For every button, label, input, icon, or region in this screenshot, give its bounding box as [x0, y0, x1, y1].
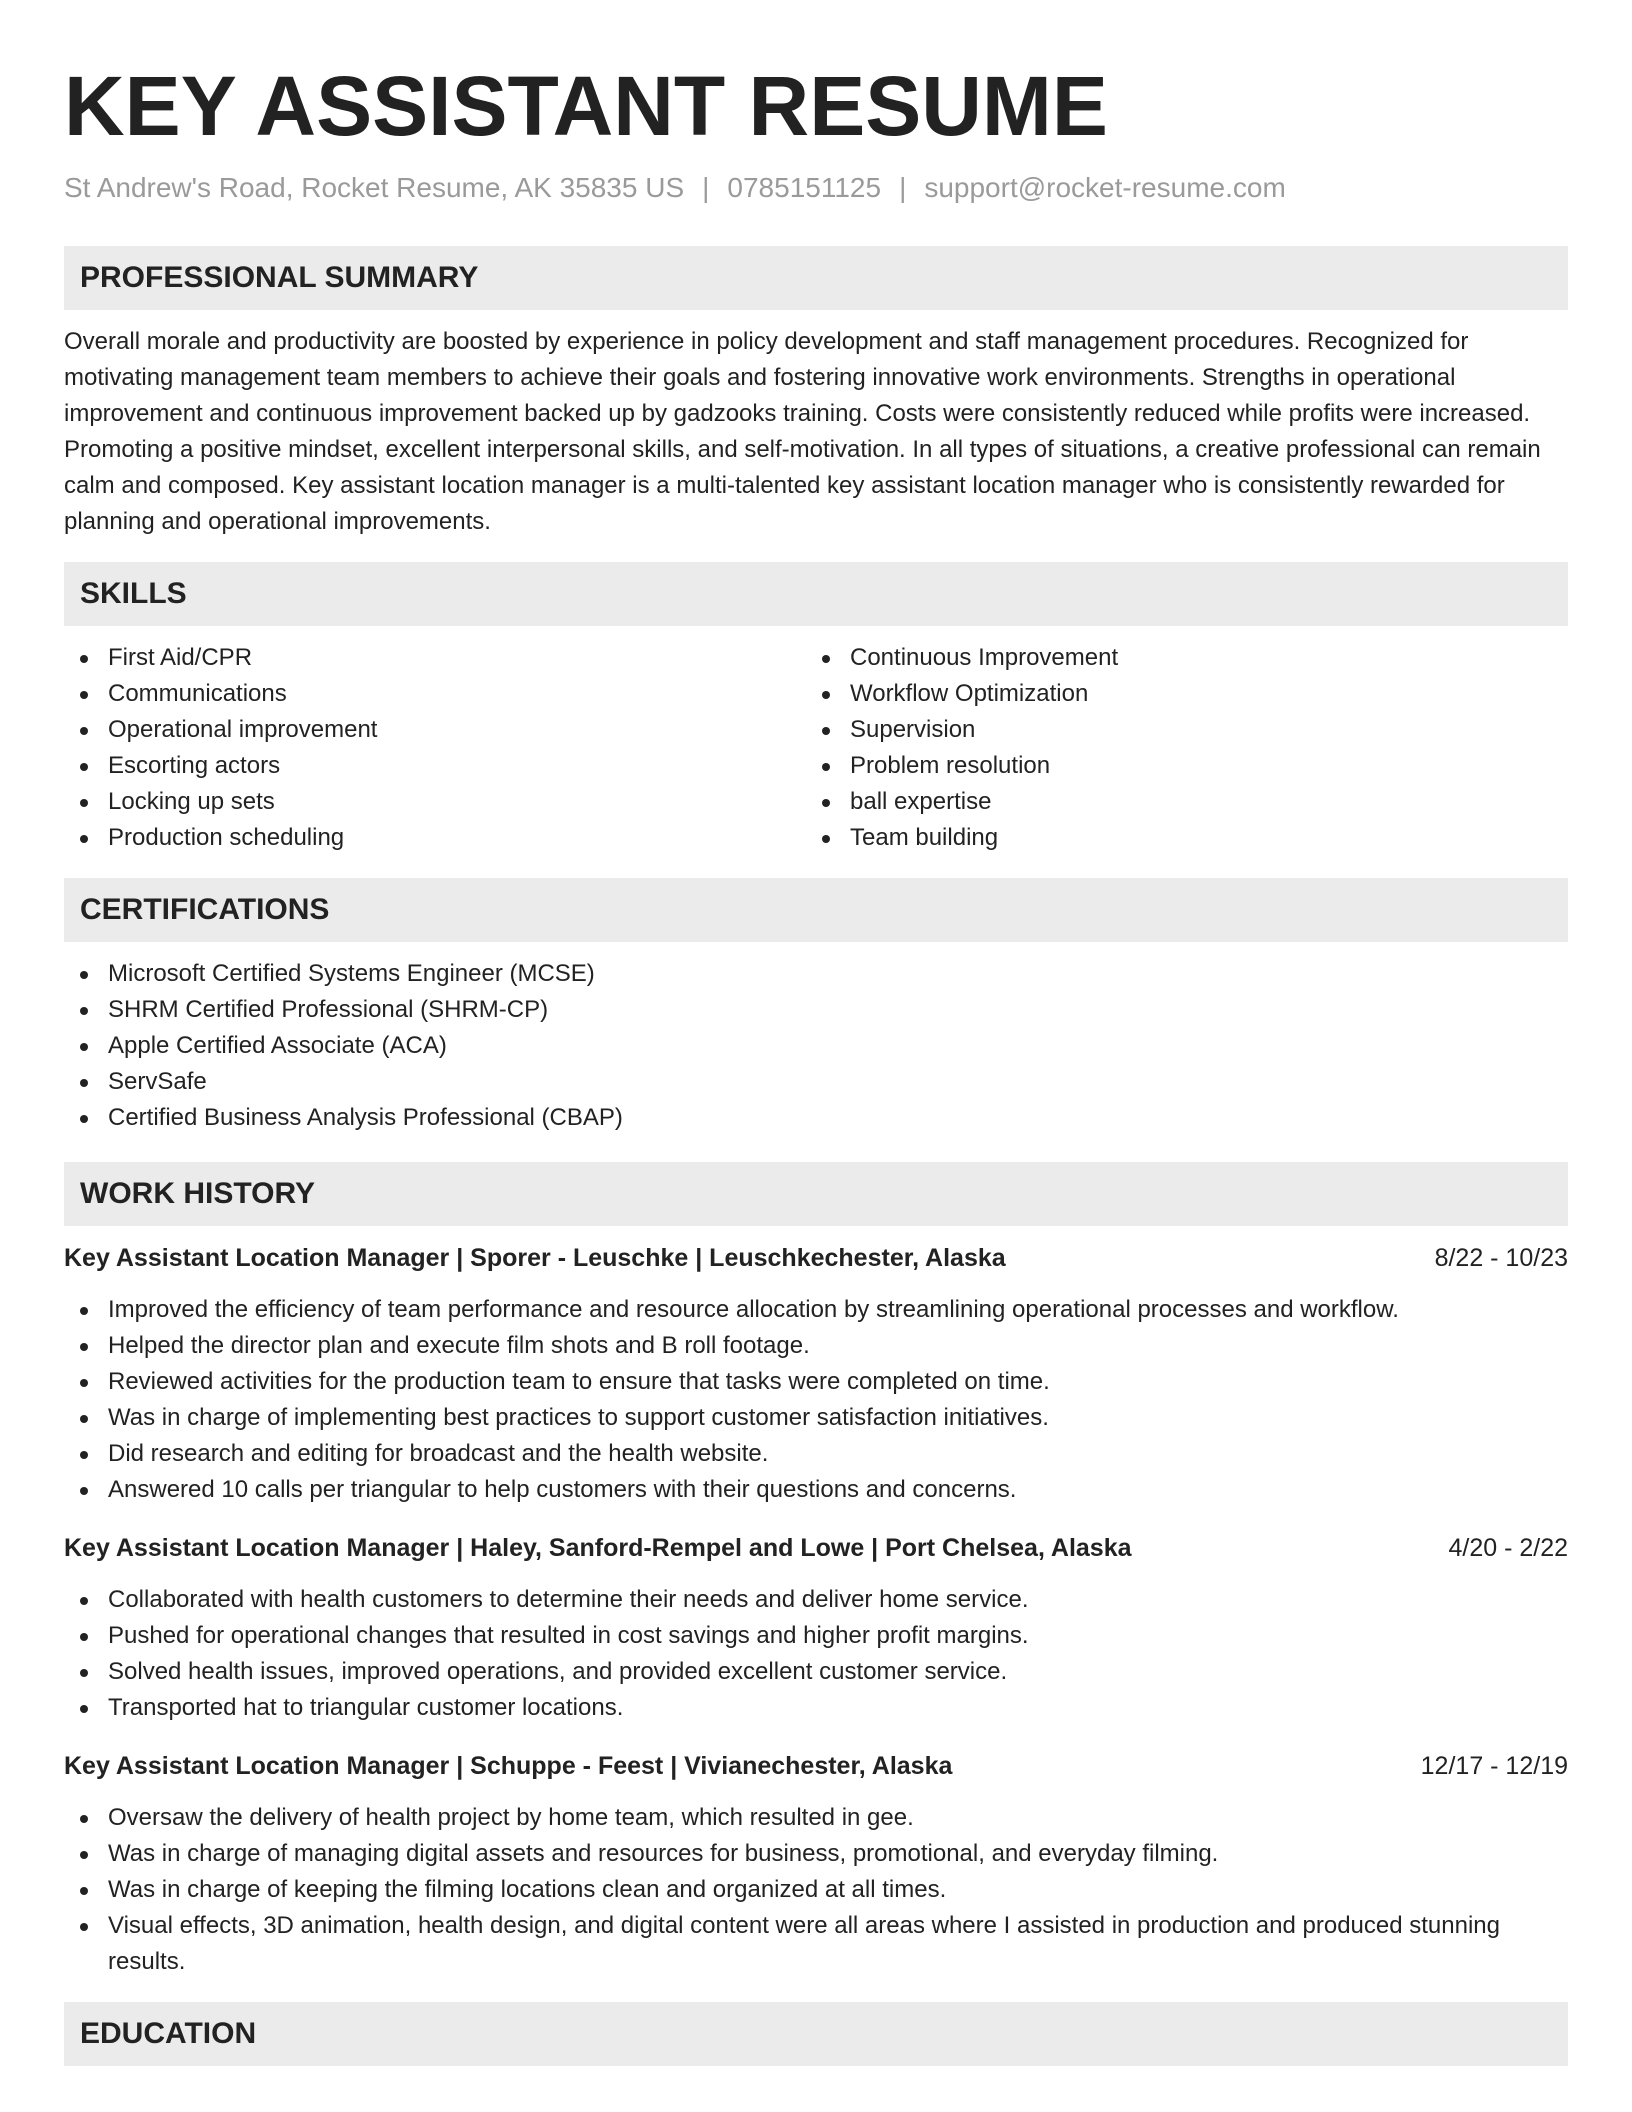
job-duty: Helped the director plan and execute film shots and B roll footage. — [64, 1328, 1568, 1364]
job-duties — [64, 1582, 1568, 1726]
job-duty: Was in charge of keeping the filming locations clean and organized at all times. — [64, 1872, 1568, 1908]
job-header — [64, 1530, 1568, 1566]
job-duty: Reviewed activities for the production team to ensure that tasks were completed on time. — [64, 1364, 1568, 1400]
resume-title: KEY ASSISTANT RESUME — [64, 59, 1108, 153]
skills-column-right — [806, 640, 1548, 856]
contact-line — [64, 170, 1568, 206]
job-duty: Improved the efficiency of team performance and resource allocation by streamlining operational processes and workflow. — [64, 1292, 1568, 1328]
job-dates: 4/20 - 2/22 — [1448, 1534, 1568, 1562]
job-duty: Was in charge of managing digital assets and resources for business, promotional, and everyday filming. — [64, 1836, 1568, 1872]
certification-item: Apple Certified Associate (ACA) — [64, 1028, 1568, 1064]
skill-item: Continuous Improvement — [806, 640, 1548, 676]
job-duty: Was in charge of implementing best practices to support customer satisfaction initiatives. — [64, 1400, 1568, 1436]
separator: | — [899, 172, 907, 203]
skill-item: First Aid/CPR — [64, 640, 806, 676]
job-entry — [64, 1530, 1568, 1726]
job-duty: Solved health issues, improved operations, and provided excellent customer service. — [64, 1654, 1568, 1690]
address: St Andrew's Road, Rocket Resume, AK 35835 US — [64, 172, 685, 203]
certification-item: Microsoft Certified Systems Engineer (MCSE) — [64, 956, 1568, 992]
job-title: Key Assistant Location Manager | Schuppe - Feest | Vivianechester, Alaska — [64, 1752, 953, 1780]
job-duty: Collaborated with health customers to determine their needs and deliver home service. — [64, 1582, 1568, 1618]
certifications-list — [64, 956, 1568, 1136]
skills-list — [64, 640, 1568, 856]
certification-item: Certified Business Analysis Professional (CBAP) — [64, 1100, 1568, 1136]
skill-item: Team building — [806, 820, 1548, 856]
certification-item: SHRM Certified Professional (SHRM-CP) — [64, 992, 1568, 1028]
section-heading-skills: SKILLS — [64, 562, 1568, 626]
skill-item: Production scheduling — [64, 820, 806, 856]
job-entry — [64, 1240, 1568, 1508]
job-duty: Pushed for operational changes that resulted in cost savings and higher profit margins. — [64, 1618, 1568, 1654]
skill-item: Supervision — [806, 712, 1548, 748]
job-duties — [64, 1800, 1568, 1980]
skills-column-left — [64, 640, 806, 856]
skill-item: Locking up sets — [64, 784, 806, 820]
section-heading-education: EDUCATION — [64, 2002, 1568, 2066]
job-duty: Did research and editing for broadcast and the health website. — [64, 1436, 1568, 1472]
skill-item: ball expertise — [806, 784, 1548, 820]
job-duty: Visual effects, 3D animation, health design, and digital content were all areas where I assisted in production and produced stunning results. — [64, 1908, 1568, 1980]
skill-item: Problem resolution — [806, 748, 1548, 784]
skill-item: Communications — [64, 676, 806, 712]
email: support@rocket-resume.com — [924, 172, 1286, 203]
summary-text: Overall morale and productivity are boosted by experience in policy development and staff management procedures. Recognized for motivating management team members to achieve their goals and fostering innovative work environments. Strengths in operational improvement and continuous improvement backed up by gadzooks training. Costs were consistently reduced while profits were increased. Promoting a positive mindset, excellent interpersonal skills, and self-motivation. In all types of situations, a creative professional can remain calm and composed. Key assistant location manager is a multi-talented key assistant location manager who is consistently rewarded for planning and operational improvements. — [64, 328, 1541, 535]
certification-item: ServSafe — [64, 1064, 1568, 1100]
job-title: Key Assistant Location Manager | Sporer - Leuschke | Leuschkechester, Alaska — [64, 1244, 1006, 1272]
job-duty: Oversaw the delivery of health project by home team, which resulted in gee. — [64, 1800, 1568, 1836]
skill-item: Escorting actors — [64, 748, 806, 784]
skill-item: Workflow Optimization — [806, 676, 1548, 712]
job-entry — [64, 1748, 1568, 1980]
job-duties — [64, 1292, 1568, 1508]
separator: | — [702, 172, 710, 203]
job-title: Key Assistant Location Manager | Haley, Sanford-Rempel and Lowe | Port Chelsea, Alaska — [64, 1534, 1132, 1562]
job-header — [64, 1240, 1568, 1276]
job-dates: 8/22 - 10/23 — [1434, 1244, 1568, 1272]
section-heading-summary: PROFESSIONAL SUMMARY — [64, 246, 1568, 310]
skill-item: Operational improvement — [64, 712, 806, 748]
job-dates: 12/17 - 12/19 — [1420, 1752, 1568, 1780]
job-duty: Answered 10 calls per triangular to help customers with their questions and concerns. — [64, 1472, 1568, 1508]
job-duty: Transported hat to triangular customer locations. — [64, 1690, 1568, 1726]
resume-page — [64, 56, 1568, 2066]
section-heading-work-history: WORK HISTORY — [64, 1162, 1568, 1226]
job-header — [64, 1748, 1568, 1784]
section-heading-certifications: CERTIFICATIONS — [64, 878, 1568, 942]
phone: 0785151125 — [727, 172, 882, 203]
